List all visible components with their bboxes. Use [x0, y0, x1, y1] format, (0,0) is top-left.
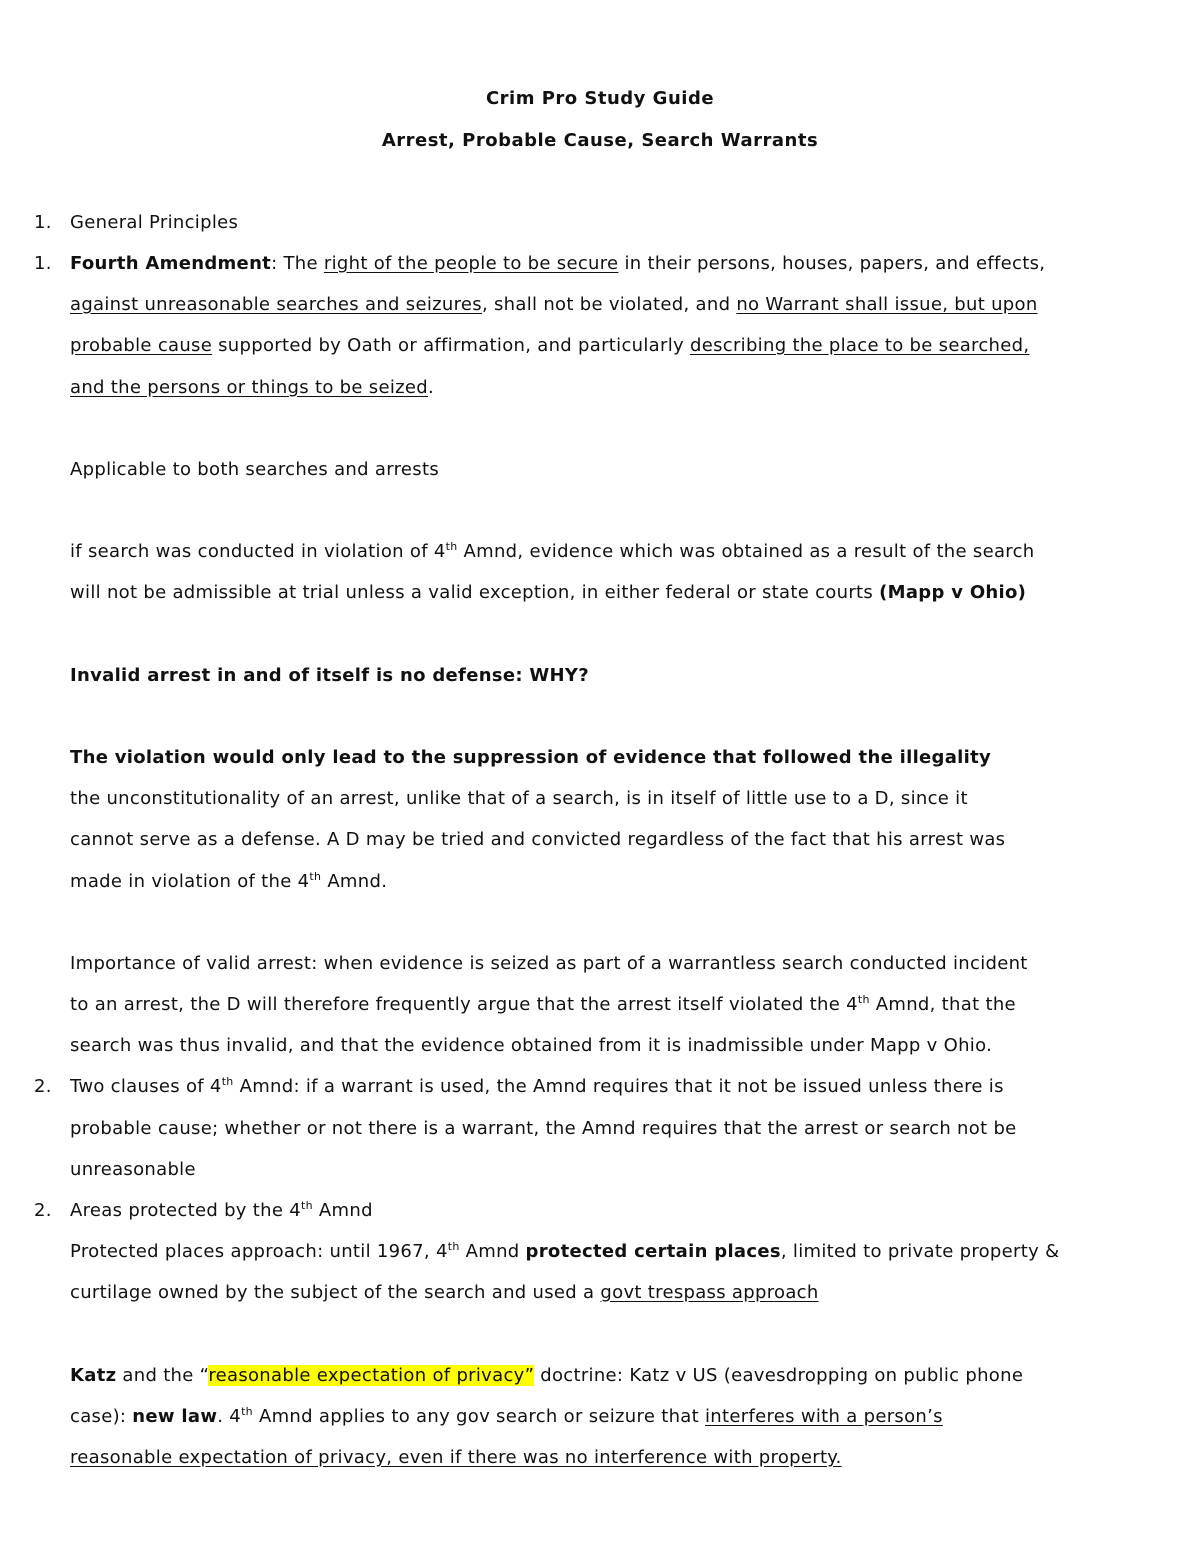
list-number: 2.	[34, 1076, 52, 1097]
applicable-text: Applicable to both searches and arrests	[70, 459, 439, 480]
list-number: 1.	[34, 253, 52, 274]
section-heading-areas-protected: Areas protected by the 4th Amnd	[70, 1199, 373, 1221]
violation-line-1: the unconstitutionality of an arrest, unlike that of a search, is in itself of little use to a D, since it	[70, 788, 968, 809]
case-citation-mapp: (Mapp v Ohio)	[879, 582, 1027, 603]
list-number: 1.	[34, 212, 52, 233]
fourth-amendment-line-2: against unreasonable searches and seizures, shall not be violated, and no Warrant shall issue, but upon	[70, 294, 1038, 315]
fourth-amendment-label: Fourth Amendment	[70, 253, 272, 274]
highlighted-phrase: reasonable expectation of privacy”	[208, 1365, 535, 1386]
katz-line-3: reasonable expectation of privacy, even if there was no interference with property.	[70, 1447, 842, 1468]
protected-places-line-1: Protected places approach: until 1967, 4th Amnd protected certain places, limited to private property &	[70, 1240, 1060, 1262]
invalid-arrest-heading: Invalid arrest in and of itself is no defense: WHY?	[70, 665, 589, 686]
two-clauses-line-2: probable cause; whether or not there is a warrant, the Amnd requires that the arrest or search not be	[70, 1118, 1017, 1139]
violation-line-2: cannot serve as a defense. A D may be tried and convicted regardless of the fact that his arrest was	[70, 829, 1006, 850]
mapp-line-1: if search was conducted in violation of 4th Amnd, evidence which was obtained as a result of the search	[70, 540, 1035, 562]
two-clauses-line-3: unreasonable	[70, 1159, 196, 1180]
fourth-amendment-line-3: probable cause supported by Oath or affirmation, and particularly describing the place to be searched,	[70, 335, 1030, 356]
importance-line-3: search was thus invalid, and that the evidence obtained from it is inadmissible under Mapp v Ohio.	[70, 1035, 993, 1056]
protected-places-line-2: curtilage owned by the subject of the search and used a govt trespass approach	[70, 1282, 819, 1303]
violation-line-3: made in violation of the 4th Amnd.	[70, 870, 388, 892]
case-name-katz: Katz	[70, 1365, 117, 1386]
section-heading-general-principles: General Principles	[70, 212, 239, 233]
document-subtitle: Arrest, Probable Cause, Search Warrants	[381, 130, 819, 151]
two-clauses-line-1: Two clauses of 4th Amnd: if a warrant is used, the Amnd requires that it not be issued unless there is	[70, 1075, 1004, 1097]
importance-line-2: to an arrest, the D will therefore frequently argue that the arrest itself violated the 4th Amnd, that the	[70, 993, 1016, 1015]
violation-heading: The violation would only lead to the suppression of evidence that followed the illegality	[70, 747, 992, 768]
mapp-line-2: will not be admissible at trial unless a valid exception, in either federal or state courts (Mapp v Ohio)	[70, 582, 1027, 603]
importance-line-1: Importance of valid arrest: when evidence is seized as part of a warrantless search conducted incident	[70, 953, 1028, 974]
katz-line-2: case): new law. 4th Amnd applies to any gov search or seizure that interferes with a person’s	[70, 1405, 943, 1427]
katz-line-1: Katz and the “reasonable expectation of privacy” doctrine: Katz v US (eavesdropping on public phone	[70, 1365, 1024, 1386]
list-number: 2.	[34, 1200, 52, 1221]
fourth-amendment-line-4: and the persons or things to be seized.	[70, 377, 435, 398]
fourth-amendment-line-1: Fourth Amendment: The right of the people to be secure in their persons, houses, papers, and effects,	[70, 253, 1046, 274]
document-title: Crim Pro Study Guide	[485, 88, 715, 109]
